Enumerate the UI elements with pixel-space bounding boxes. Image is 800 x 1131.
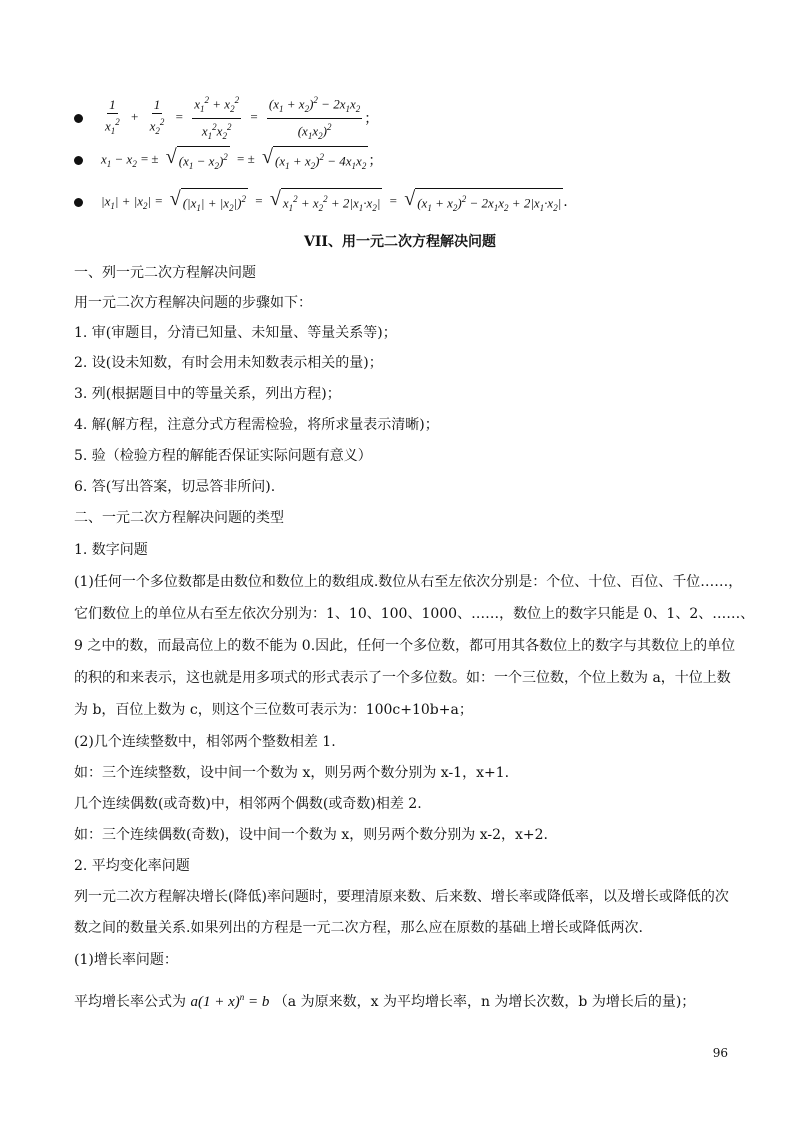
text-line: 一、列一元二次方程解决问题 (74, 265, 256, 281)
text-line: 3. 列(根据题目中的等量关系，列出方程)； (74, 386, 341, 402)
text-line: 1. 数字问题 (74, 542, 148, 558)
text-line: 列一元二次方程解决增长(降低)率问题时，要理清原来数、后来数、增长率或降低率，以及增长或降低的次 (74, 889, 729, 905)
bullet-icon (74, 114, 83, 123)
section-heading: VII、用一元二次方程解决问题 (304, 234, 496, 250)
text-line: 用一元二次方程解决问题的步骤如下： (74, 295, 312, 311)
text-line: 的积的和来表示，这也就是用多项式的形式表示了一个多位数。如：一个三位数，个位上数为 a，十位上数 (74, 670, 731, 686)
growth-formula: $a(1 + x)^n = b$ (190, 992, 270, 1010)
text-line: 9 之中的数，而最高位上的数不能为 0.因此，任何一个多位数，都可用其各数位上的数字与其数位上的单位 (74, 638, 736, 654)
text-line: (2)几个连续整数中，相邻两个整数相差 1. (74, 734, 336, 750)
text-line: 为 b，百位上数为 c，则这个三位数可表示为：100c+10b+a； (74, 702, 473, 718)
text-line: 2. 平均变化率问题 (74, 858, 190, 874)
text-line: 如：三个连续整数，设中间一个数为 x，则另两个数分别为 x-1，x+1. (74, 765, 510, 781)
formula-prefix: 平均增长率公式为 (74, 994, 186, 1010)
formula-tail: ； (364, 111, 379, 127)
formula-suffix: （a 为原来数，x 为平均增长率，n 为增长次数，b 为增长后的量)； (273, 994, 696, 1010)
text-line: 5. 验（检验方程的解能否保证实际问题有意义） (74, 448, 372, 464)
text-line: (1)增长率问题： (74, 952, 178, 968)
bullet-icon (74, 156, 83, 165)
formula-row-3 (74, 185, 568, 219)
growth-rate-formula-line (74, 987, 695, 1012)
text-line: 如：三个连续偶数(奇数)，设中间一个数为 x，则另两个数分别为 x-2，x+2. (74, 827, 548, 843)
formula-root-difference: $x_1 - x_2$ = ± √ $(x_1 - x_2)^2$ = ± √ $(x_1 + x_2)^2 - 4x_1x_2$ (101, 146, 368, 175)
formula-row-1 (74, 94, 379, 141)
formula-tail: . (563, 194, 568, 210)
formula-abs-sum: $|x_1| + |x_2|$ = √ $(|x_1| + |x_2|)^2$ = √ $x_1^2 + x_2^2 + 2|x_1\cdot x_2|$ = √ $(x_1 + x_2)^2 - 2x_1x_2 + 2|x_1\cdot x_2|$ (101, 188, 563, 217)
text-line: 数之间的数量关系.如果列出的方程是一元二次方程，那么应在原数的基础上增长或降低两次. (74, 920, 643, 936)
text-line: 2. 设(设未知数，有时会用未知数表示相关的量)； (74, 355, 383, 371)
formula-tail: ； (368, 153, 383, 169)
text-line: 4. 解(解方程，注意分式方程需检验，将所求量表示清晰)； (74, 417, 439, 433)
text-line: 它们数位上的单位从右至左依次分别为：1、10、100、1000、……，数位上的数字只能是 0、1、2、……、 (74, 606, 755, 622)
text-line: 6. 答(写出答案，切忌答非所问). (74, 479, 276, 495)
text-line: (1)任何一个多位数都是由数位和数位上的数组成.数位从右至左依次分别是：个位、十位、百位、千位……， (74, 574, 743, 590)
text-line: 几个连续偶数(或奇数)中，相邻两个偶数(或奇数)相差 2. (74, 796, 422, 812)
formula-row-2 (74, 143, 382, 177)
text-line: 1. 审(审题目，分清已知量、未知量、等量关系等)； (74, 325, 397, 341)
formula-reciprocal-squares: $\frac{1}{x_1^2}$ + $\frac{1}{x_2^2}$ = $\frac{x_1^2 + x_2^2}{x_1^2x_2^2}$ = $\frac{(x_1 + x_2)^2 - 2x_1x_2}{(x_1x_2)^2}$ (105, 94, 361, 141)
bullet-icon (74, 198, 83, 207)
text-line: 二、一元二次方程解决问题的类型 (74, 510, 284, 526)
page-number: 96 (712, 1046, 728, 1060)
